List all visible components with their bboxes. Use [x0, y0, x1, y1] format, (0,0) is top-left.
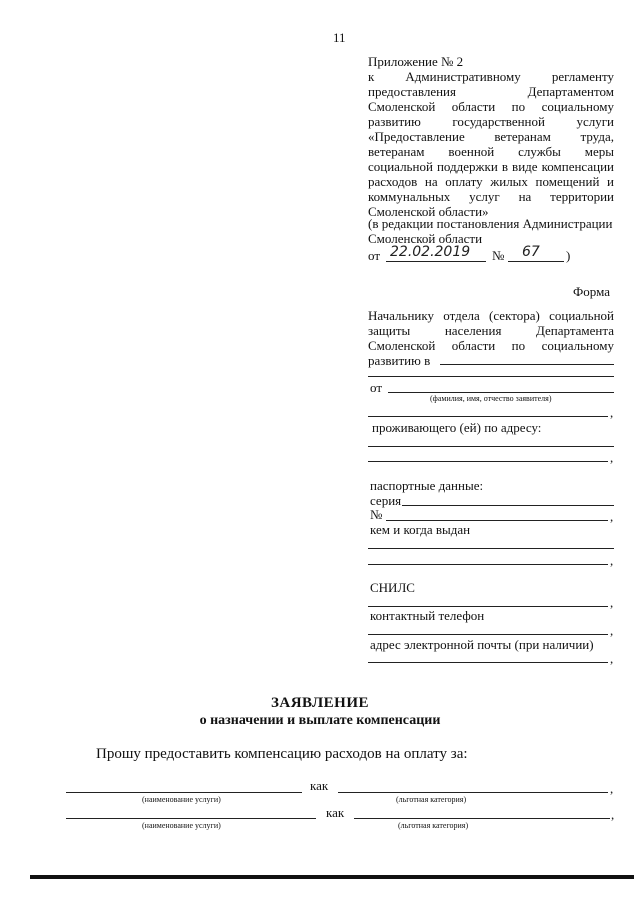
addressee-last: развитию в: [368, 353, 431, 368]
from-label: от: [370, 380, 383, 395]
appendix-line: Смоленской области по социальному: [368, 99, 614, 114]
service-hint-1: (наименование услуги): [142, 795, 221, 804]
category-hint-1: (льготная категория): [396, 795, 467, 804]
edition-closing-paren: ): [566, 248, 571, 263]
appendix-line: расходов на оплату жилых помещений и: [368, 174, 614, 189]
issued-field-1[interactable]: [368, 548, 614, 549]
phone-label: контактный телефон: [370, 608, 485, 623]
from-field[interactable]: [388, 392, 614, 393]
address-label: проживающего (ей) по адресу:: [372, 420, 542, 435]
as-label-2: как: [326, 805, 345, 820]
edition-note-2: Смоленской области: [368, 231, 483, 246]
passport-label: паспортные данные:: [370, 478, 484, 493]
edition-number-label: №: [492, 248, 505, 263]
category-hint-2: (льготная категория): [398, 821, 469, 830]
edition-from-label: от: [368, 248, 381, 263]
category-field-2[interactable]: [354, 818, 610, 819]
passport-number-label: №: [370, 507, 383, 522]
appendix-line: социальной поддержки в виде компенсации: [368, 159, 614, 174]
appendix-line: к Административному регламенту: [368, 69, 614, 84]
address-comma: ,: [610, 450, 614, 465]
snils-comma: ,: [610, 595, 614, 610]
from-field-2[interactable]: [368, 416, 608, 417]
passport-number-field[interactable]: [386, 520, 608, 521]
address-field-2[interactable]: [368, 461, 608, 462]
edition-date-handwritten: 22.02.2019: [390, 244, 471, 260]
passport-number-comma: ,: [610, 509, 614, 524]
scan-edge-bar: [30, 875, 634, 879]
addressee-line: Смоленской области по социальному: [368, 338, 614, 353]
as-label-1: как: [310, 778, 329, 793]
edition-note-1: (в редакции постановления Администрации: [368, 216, 613, 231]
row-1-comma: ,: [610, 781, 614, 796]
category-field-1[interactable]: [338, 792, 608, 793]
phone-field[interactable]: [368, 634, 608, 635]
snils-label: СНИЛС: [370, 580, 415, 595]
service-field-2[interactable]: [66, 818, 316, 819]
edition-number-handwritten: 67: [522, 244, 540, 260]
page-number: 11: [333, 30, 346, 45]
issued-field-2[interactable]: [368, 564, 608, 565]
issued-label: кем и когда выдан: [370, 522, 471, 537]
appendix-body: [368, 69, 614, 219]
service-field-1[interactable]: [66, 792, 302, 793]
edition-date-line: [386, 261, 486, 262]
from-hint: (фамилия, имя, отчество заявителя): [430, 394, 552, 403]
email-comma: ,: [610, 651, 614, 666]
row-2-comma: ,: [611, 807, 615, 822]
appendix-line: развитию государственной услуги: [368, 114, 614, 129]
appendix-line: «Предоставление ветеранам труда,: [368, 129, 614, 144]
statement-title: ЗАЯВЛЕНИЕ: [270, 695, 370, 711]
appendix-line: предоставления Департаментом: [368, 84, 614, 99]
addressee-block: [368, 308, 614, 368]
series-label: серия: [370, 493, 402, 508]
statement-body: Прошу предоставить компенсацию расходов на оплату за:: [96, 746, 468, 762]
statement-subtitle: о назначении и выплате компенсации: [199, 713, 441, 728]
appendix-line-last: Смоленской области»: [368, 204, 489, 219]
appendix-line: коммунальных услуг на территории: [368, 189, 614, 204]
from-comma: ,: [610, 405, 614, 420]
appendix-title: Приложение № 2: [368, 54, 464, 69]
email-field[interactable]: [368, 662, 608, 663]
address-field-1[interactable]: [368, 446, 614, 447]
addressee-field-2[interactable]: [368, 376, 614, 377]
addressee-field[interactable]: [440, 364, 614, 365]
phone-comma: ,: [610, 623, 614, 638]
snils-field[interactable]: [368, 606, 608, 607]
issued-comma: ,: [610, 553, 614, 568]
appendix-line: ветеранам военной службы меры: [368, 144, 614, 159]
edition-number-line: [508, 261, 564, 262]
addressee-line: Начальнику отдела (сектора) социальной: [368, 308, 614, 323]
addressee-line: защиты населения Департамента: [368, 323, 614, 338]
email-label: адрес электронной почты (при наличии): [370, 637, 594, 652]
form-label: Форма: [573, 284, 610, 299]
series-field[interactable]: [402, 505, 614, 506]
service-hint-2: (наименование услуги): [142, 821, 221, 830]
